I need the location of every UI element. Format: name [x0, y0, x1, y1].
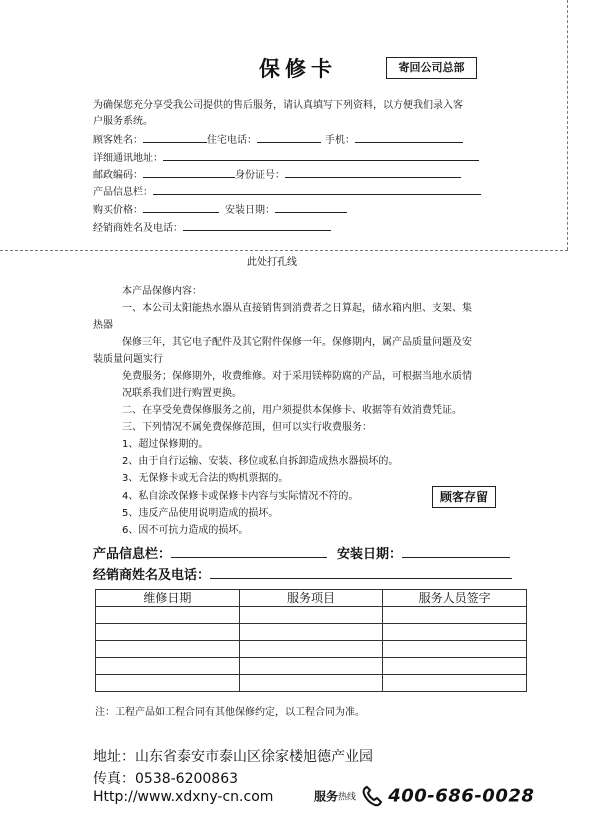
company-website[interactable]: Http://www.xdxny-cn.com	[93, 789, 274, 805]
address-label: 详细通讯地址：	[93, 153, 163, 164]
table-cell[interactable]	[239, 607, 383, 624]
service-label: 服务	[314, 789, 339, 804]
customer-info-row-6	[93, 219, 331, 236]
table-row	[96, 624, 527, 641]
terms-line: 一、本公司太阳能热水器从直接销售到消费者之日算起，储水箱内胆、支架、集	[122, 303, 472, 314]
table-cell[interactable]	[239, 624, 383, 641]
install-date-label: 安装日期：	[225, 205, 275, 216]
terms-line: 热器	[93, 320, 113, 331]
table-cell[interactable]	[383, 624, 527, 641]
terms-line: 装质量问题实行	[93, 354, 163, 365]
customer-info-row-5	[93, 201, 347, 218]
price-field[interactable]	[143, 201, 219, 213]
intro-line-1: 为确保您充分享受我公司提供的售后服务，请认真填写下列资料，以方便我们录入客	[93, 100, 463, 111]
customer-info-row-1	[93, 131, 463, 148]
terms-line: 5、违反产品使用说明造成的损坏。	[122, 508, 279, 519]
table-cell[interactable]	[383, 675, 527, 692]
product-info-field[interactable]	[153, 183, 481, 195]
customer-info-row-4	[93, 183, 481, 200]
company-fax: 传真：0538-6200863	[93, 771, 239, 787]
horizontal-punch-line	[0, 250, 568, 251]
table-cell[interactable]	[96, 658, 240, 675]
lower-dealer-label: 经销商姓名及电话：	[93, 568, 211, 583]
customer-name-field[interactable]	[143, 131, 207, 143]
customer-info-row-3	[93, 166, 461, 183]
repair-record-table	[95, 589, 527, 692]
address-field[interactable]	[163, 149, 479, 161]
lower-row-1	[93, 543, 510, 562]
table-cell[interactable]	[383, 658, 527, 675]
phone-icon	[361, 785, 383, 807]
dealer-label: 经销商姓名及电话：	[93, 223, 183, 234]
customer-name-label: 顾客姓名：	[93, 135, 143, 146]
terms-heading: 本产品保修内容：	[122, 286, 202, 297]
lower-row-2	[93, 564, 512, 583]
table-cell[interactable]	[96, 675, 240, 692]
customer-info-row-2	[93, 149, 479, 166]
home-phone-field[interactable]	[257, 131, 321, 143]
dealer-field[interactable]	[183, 219, 331, 231]
lower-install-date-label: 安装日期：	[337, 547, 403, 562]
mobile-label: 手机：	[325, 135, 355, 146]
table-cell[interactable]	[96, 607, 240, 624]
punch-hole-label: 此处打孔线	[247, 257, 297, 268]
hotline-number: 400-686-0028	[388, 785, 535, 807]
table-row	[96, 607, 527, 624]
hotline-label: 热线	[338, 792, 357, 803]
lower-product-info-label: 产品信息栏：	[93, 547, 172, 562]
return-to-hq-box: 寄回公司总部	[386, 57, 477, 79]
service-hotline-block	[314, 785, 534, 809]
terms-line: 3、无保修卡或无合法的购机票据的。	[122, 473, 289, 484]
id-number-label: 身份证号：	[235, 170, 285, 181]
lower-install-date-field[interactable]	[402, 544, 510, 558]
lower-dealer-field[interactable]	[210, 565, 512, 579]
engineering-note: 注：工程产品如工程合同有其他保修约定，以工程合同为准。	[95, 707, 365, 718]
customer-copy-box: 顾客存留	[432, 486, 496, 508]
terms-line: 二、在享受免费保修服务之前，用户须提供本保修卡、收据等有效消费凭证。	[122, 405, 462, 416]
table-header-service-item: 服务项目	[239, 590, 383, 607]
terms-line: 1、超过保修期的。	[122, 439, 209, 450]
terms-line: 4、私自涂改保修卡或保修卡内容与实际情况不符的。	[122, 491, 359, 502]
table-header-row	[96, 590, 527, 607]
terms-line: 2、由于自行运输、安装、移位或私自拆卸造成热水器损坏的。	[122, 456, 399, 467]
table-cell[interactable]	[239, 675, 383, 692]
lower-product-info-field[interactable]	[171, 544, 327, 558]
install-date-field[interactable]	[275, 201, 347, 213]
table-cell[interactable]	[239, 658, 383, 675]
table-cell[interactable]	[96, 641, 240, 658]
table-cell[interactable]	[96, 624, 240, 641]
terms-line: 6、因不可抗力造成的损坏。	[122, 525, 249, 536]
table-row	[96, 658, 527, 675]
terms-line: 三、下列情况不属免费保修范围，但可以实行收费服务：	[122, 422, 372, 433]
postcode-field[interactable]	[143, 166, 235, 178]
company-address: 地址：山东省泰安市泰山区徐家楼旭德产业园	[93, 749, 373, 765]
intro-line-2: 户服务系统。	[93, 116, 153, 127]
table-header-staff-signature: 服务人员签字	[383, 590, 527, 607]
postcode-label: 邮政编码：	[93, 170, 143, 181]
table-cell[interactable]	[239, 641, 383, 658]
page-title: 保修卡	[259, 57, 337, 81]
id-number-field[interactable]	[285, 166, 461, 178]
table-row	[96, 641, 527, 658]
price-label: 购买价格：	[93, 205, 143, 216]
terms-line: 免费服务；保修期外，收费维修。对于采用镁棒防腐的产品，可根据当地水质情	[122, 371, 472, 382]
mobile-field[interactable]	[355, 131, 463, 143]
table-row	[96, 675, 527, 692]
table-header-repair-date: 维修日期	[96, 590, 240, 607]
vertical-cut-line	[567, 0, 568, 250]
terms-line: 保修三年，其它电子配件及其它附件保修一年。保修期内，属产品质量问题及安	[122, 337, 472, 348]
product-info-label: 产品信息栏：	[93, 187, 153, 198]
home-phone-label: 住宅电话：	[207, 135, 257, 146]
table-cell[interactable]	[383, 641, 527, 658]
table-cell[interactable]	[383, 607, 527, 624]
terms-line: 况联系我们进行购置更换。	[122, 388, 242, 399]
